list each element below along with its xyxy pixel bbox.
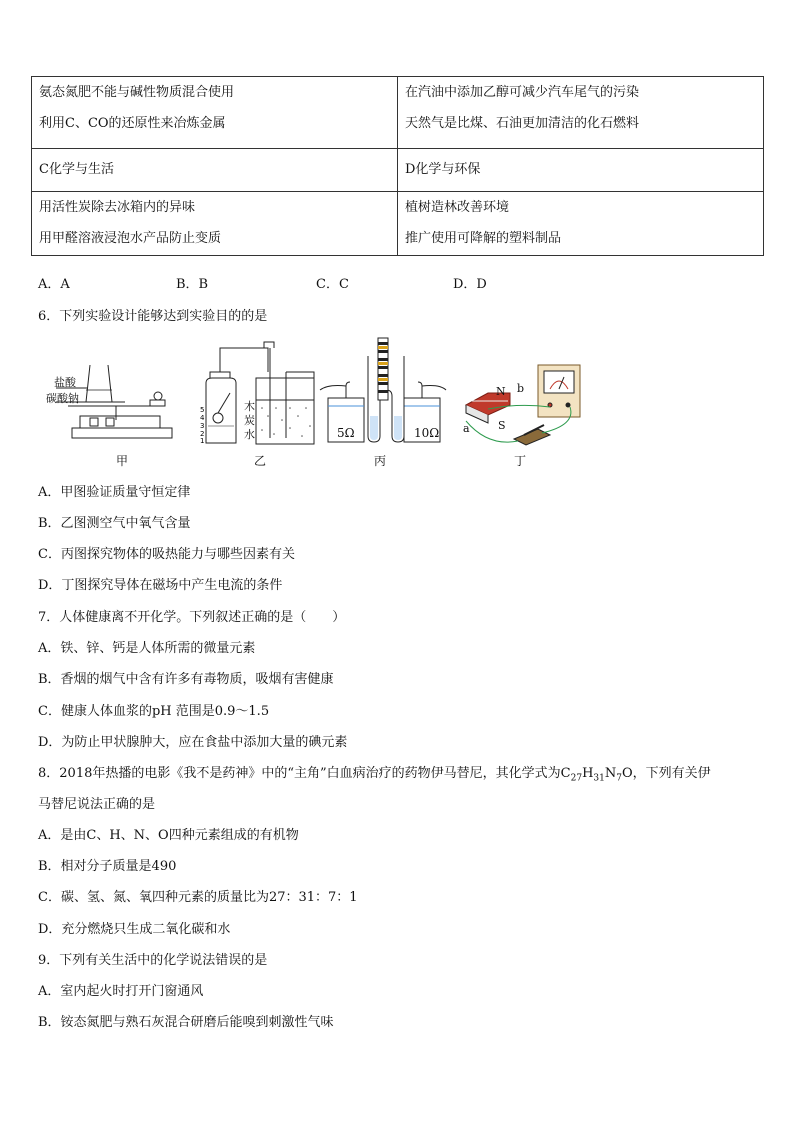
cell-line: 在汽油中添加乙醇可减少汽车尾气的污染 — [405, 85, 640, 100]
label-hydrochloric-acid: 盐酸 — [54, 376, 76, 389]
knowledge-table — [31, 76, 764, 256]
q8-stem-line2: 马替尼说法正确的是 — [38, 797, 156, 812]
q6-option-c: C．丙图探究物体的吸热能力与哪些因素有关 — [38, 547, 295, 562]
q7-stem: 7．人体健康离不开化学。下列叙述正确的是（ ） — [38, 610, 346, 625]
q6-option-d: D．丁图探究导体在磁场中产生电流的条件 — [38, 578, 283, 593]
oxygen-apparatus-diagram — [190, 338, 320, 448]
cell-line: 推广使用可降解的塑料制品 — [405, 231, 562, 246]
q5-option-b: B．B — [176, 277, 209, 292]
table-row — [32, 77, 764, 149]
label-s-pole: S — [498, 419, 506, 432]
q5-option-a: A．A — [38, 277, 70, 292]
q8-stem-text: 8．2018年热播的电影《我不是药神》中的“主角”白血病治疗的药物伊马替尼，其化学式为C — [38, 766, 571, 781]
cell-line: 用活性炭除去冰箱内的异味 — [39, 200, 196, 215]
formula-sub-h: 31 — [593, 773, 605, 784]
q8-option-a: A．是由C、H、N、O四种元素组成的有机物 — [38, 828, 299, 843]
cell-line: 用甲醛溶液浸泡水产品防止变质 — [39, 231, 222, 246]
cell-line: 植树造林改善环境 — [405, 200, 510, 215]
q6-stem: 6．下列实验设计能够达到实验目的的是 — [38, 309, 268, 324]
label-charcoal-1: 木 — [244, 400, 255, 413]
cell-line: 利用C、CO的还原性来冶炼金属 — [39, 116, 226, 131]
q6-option-a: A．甲图验证质量守恒定律 — [38, 485, 191, 500]
formula-sub-c: 27 — [570, 773, 583, 784]
q9-option-a: A．室内起火时打开门窗通风 — [38, 984, 204, 999]
svg-text:2: 2 — [200, 430, 205, 438]
q8-option-d: D．充分燃烧只生成二氧化碳和水 — [38, 922, 231, 937]
label-resistor-10: 10Ω — [414, 426, 440, 440]
label-a: a — [463, 422, 470, 435]
q5-option-d: D．D — [453, 277, 487, 292]
label-resistor-5: 5Ω — [337, 426, 355, 440]
q9-stem: 9．下列有关生活中的化学说法错误的是 — [38, 953, 268, 968]
table-row — [32, 192, 764, 256]
cell-line: 氨态氮肥不能与碱性物质混合使用 — [39, 85, 235, 100]
svg-text:5: 5 — [200, 406, 205, 414]
figure-caption-ding: 丁 — [514, 454, 527, 468]
formula-element-n: N — [604, 766, 617, 781]
q7-option-b: B．香烟的烟气中含有许多有毒物质，吸烟有害健康 — [38, 672, 334, 687]
table-cell — [32, 77, 398, 149]
q8-option-c: C．碳、氢、氮、氧四种元素的质量比为27：31：7：1 — [38, 890, 358, 905]
q9-option-b: B．铵态氮肥与熟石灰混合研磨后能嗅到刺激性气味 — [38, 1015, 334, 1030]
table-cell — [398, 192, 764, 256]
label-sodium-carbonate: 碳酸钠 — [46, 392, 79, 405]
formula-element-o: O — [621, 766, 633, 781]
figure-caption-bing: 丙 — [374, 454, 387, 468]
table-cell-heading: C化学与生活 — [32, 149, 398, 192]
table-cell — [398, 77, 764, 149]
table-row — [32, 149, 764, 192]
svg-text:1: 1 — [200, 437, 205, 445]
q7-option-a: A．铁、锌、钙是人体所需的微量元素 — [38, 641, 256, 656]
q5-option-c: C．C — [316, 277, 349, 292]
q8-stem-tail: ，下列有关伊 — [632, 766, 711, 781]
label-charcoal-2: 炭 — [244, 414, 255, 427]
q6-option-b: B．乙图测空气中氧气含量 — [38, 516, 191, 531]
label-b: b — [517, 382, 525, 395]
q8-stem — [38, 762, 711, 784]
figure-caption-jia: 甲 — [116, 454, 129, 468]
q8-option-b: B．相对分子质量是490 — [38, 859, 177, 874]
formula-element-h: H — [582, 766, 594, 781]
induction-apparatus-diagram — [458, 355, 588, 451]
figure-caption-yi: 乙 — [254, 454, 267, 468]
table-cell-heading: D化学与环保 — [398, 149, 764, 192]
q7-option-c: C．健康人体血浆的pH 范围是0.9～1.5 — [38, 704, 270, 719]
svg-text:3: 3 — [200, 422, 205, 430]
label-water: 水 — [244, 428, 255, 441]
q7-option-d: D．为防止甲状腺肿大，应在食盐中添加大量的碘元素 — [38, 735, 348, 750]
svg-text:4: 4 — [200, 414, 205, 422]
cell-line: 天然气是比煤、石油更加清洁的化石燃料 — [405, 116, 640, 131]
label-n-pole: N — [496, 385, 506, 398]
table-cell — [32, 192, 398, 256]
formula-sub-n: 7 — [616, 773, 622, 784]
